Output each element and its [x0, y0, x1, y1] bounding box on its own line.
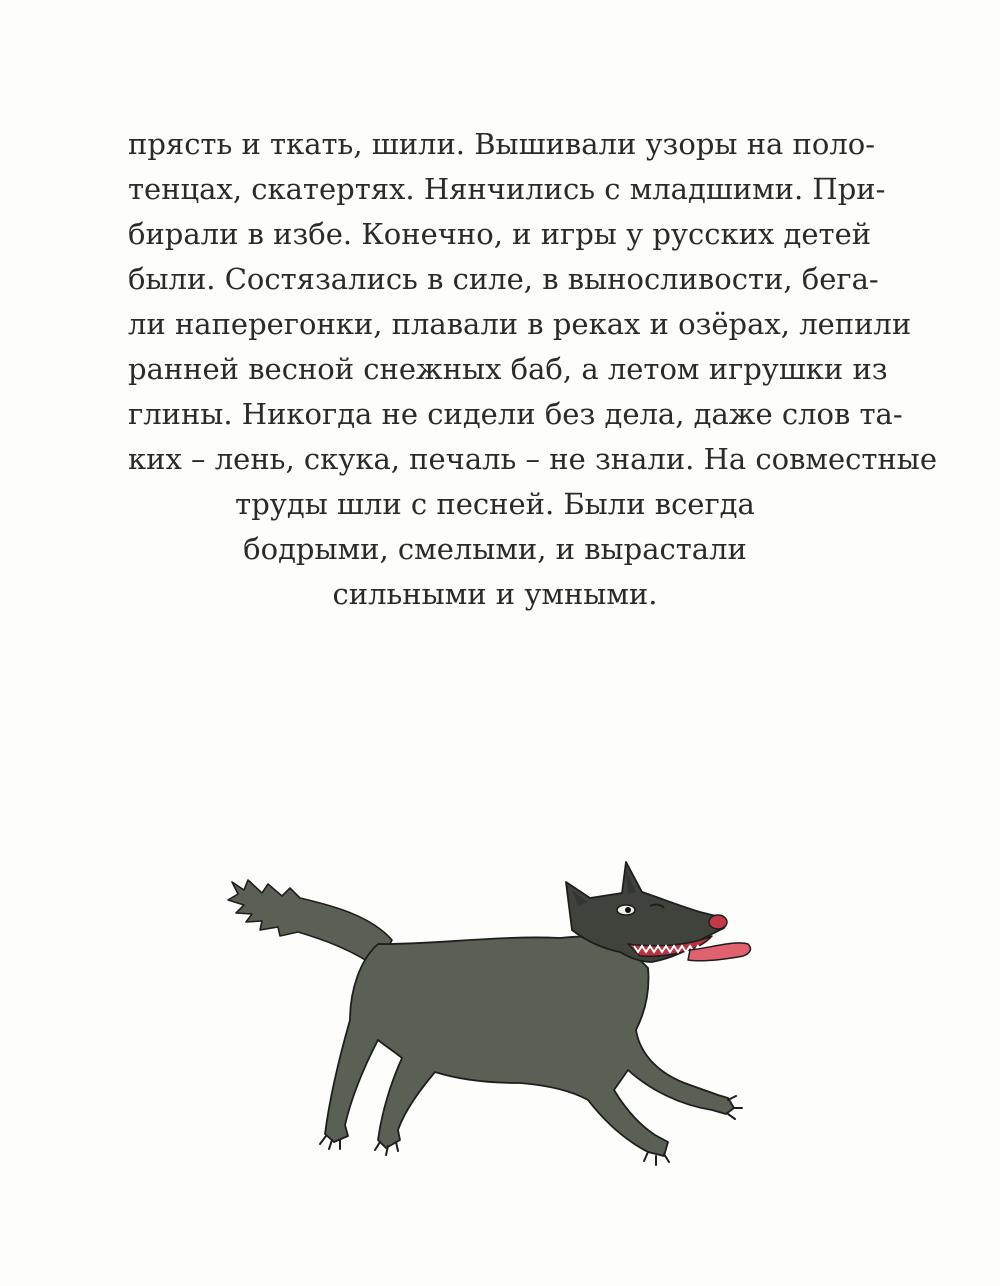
- text-line-5: ли наперегонки, плавали в реках и озёрах, лепили: [128, 307, 912, 341]
- text-line-3: бирали в избе. Конечно, и игры у русских детей: [128, 217, 872, 251]
- body-text: [128, 122, 937, 617]
- text-line-9: труды шли с песней. Были всегда: [235, 487, 755, 521]
- text-line-6: ранней весной снежных баб, а летом игрушки из: [128, 352, 888, 386]
- wolf-pupil: [625, 907, 631, 913]
- text-line-4: были. Состязались в силе, в выносливости, бега-: [128, 262, 879, 296]
- text-line-7: глины. Никогда не сидели без дела, даже слов та-: [128, 397, 903, 431]
- text-line-8: ких – лень, скука, печаль – не знали. На совместные: [128, 442, 937, 476]
- text-line-11: сильными и умными.: [332, 577, 658, 611]
- wolf-nose: [709, 915, 727, 929]
- text-line-10: бодрыми, смелыми, и вырастали: [243, 532, 747, 566]
- text-line-2: тенцах, скатертях. Нянчились с младшими. При-: [128, 172, 886, 206]
- wolf-body: [325, 936, 734, 1156]
- wolf-illustration: [220, 850, 780, 1170]
- text-line-1: прясть и ткать, шили. Вышивали узоры на поло-: [128, 127, 876, 161]
